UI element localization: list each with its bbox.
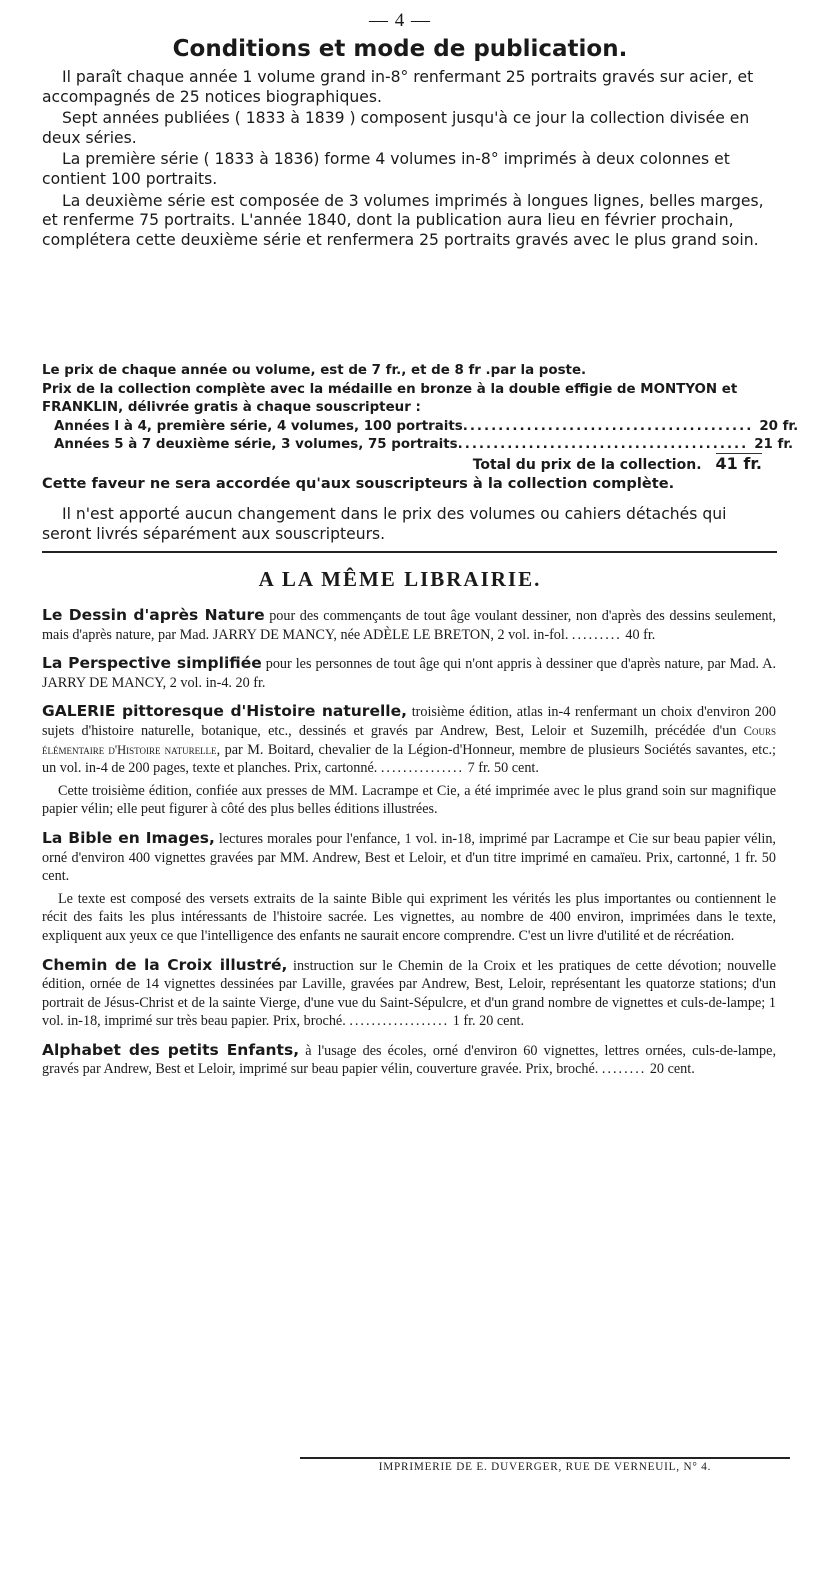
entry-description: pour les personnes de tout âge qui n'ont appris à dessiner que d'après nature, par Mad. A. JARRY DE MANCY, 2 vol. in-4. [42,656,776,691]
entry-description: à l'usage des écoles, orné d'environ 60 vignettes, lettres ornées, culs-de-lampe, gravés par Andrew, Best et Leloir, imprimé sur beau papier vélin, couverture gravée. Prix, broché. [42,1042,776,1078]
catalog-entry-chemin [42,956,776,1031]
entry-title: GALERIE pittoresque d'Histoire naturelle, [42,702,407,721]
pricing-section [42,362,799,493]
total-row [42,455,778,475]
entry-description: troisième édition, atlas in-4 renfermant un choix d'environ 200 sujets d'histoire naturelle, botanique, etc., dessinés et gravés par Andrew, Best, Leloir et Suzemilh, précédée d'un [42,704,776,739]
entry-description: instruction sur le Chemin de la Croix et les pratiques de cette dévotion; nouvelle édition, ornée de 14 vignettes dessinées par Laville, gravées par Andrew, Best, Leloir, représentant les quatorze stations; d'un portrait de Jésus-Christ et de la sainte Vierge, d'une vue du Saint-Sépulcre, et d'un grand nombre de vignettes et culs-de-lampe; 1 vol. in-18, imprimé sur très beau papier. Prix, broché. [42,957,776,1030]
dot-leader: .................. [349,1013,450,1030]
collection-price-intro: Prix de la collection complète avec la médaille en bronze à la double effigie de MONTYON et FRANKLIN, délivrée gratis à chaque souscripteur : [42,381,738,416]
entry-price: 7 fr. 50 cent. [464,760,539,777]
total-label: Total du prix de la collection. [472,456,702,473]
intro-paragraph: La deuxième série est composée de 3 volumes imprimés à longues lignes, belles marges, et renferme 75 portraits. L'année 1840, dont la publication aura lieu en février prochain, complétera cette deuxième série et renfermera 25 portraits gravés avec le plus grand soin. [42,191,764,249]
dot-leader: ......................................... [462,418,754,434]
page-title: Conditions et mode de publication. [172,36,628,62]
entry-title: Le Dessin d'après Nature [42,606,265,624]
entry-note: Cette troisième édition, confiée aux presses de MM. Lacrampe et Cie, a été imprimée avec le plus grand soin sur magnifique papier vélin; elle peut figurer à côté des plus belles éditions illustrées. [42,782,776,818]
price-per-volume: Le prix de chaque année ou volume, est de 7 fr., et de 8 fr .par la poste. [42,363,587,378]
entry-title: La Bible en Images, [42,828,215,847]
entry-description: pour des commençants de tout âge voulant dessiner, non d'après des dessins seulement, mais d'après nature, par Mad. JARRY DE MANCY, née ADÈLE LE BRETON, 2 vol. in-fol. [42,608,776,643]
separate-volumes-note: Il n'est apporté aucun changement dans le prix des volumes ou cahiers détachés qui seront livrés séparément aux souscripteurs. [42,505,727,543]
entry-description: lectures morales pour l'enfance, 1 vol. in-18, imprimé par Lacrampe et Cie sur beau papier vélin, orné d'environ 400 vignettes gravées par MM. Andrew, Best et Leloir, et d'un titre imprimé en camaïeu. Prix, cartonné, 1 fr. 50 cent. [42,830,776,885]
price-row-label: Années 5 à 7 deuxième série, 3 volumes, 75 portraits [54,437,458,453]
entry-price: 20 cent. [646,1061,695,1078]
printer-colophon: IMPRIMERIE DE E. DUVERGER, RUE DE VERNEUIL, N° 4. [300,1457,790,1473]
subscriber-condition: Cette faveur ne sera accordée qu'aux souscripteurs à la collection complète. [42,474,675,492]
catalog-entry-dessin [42,606,776,644]
entry-title: Chemin de la Croix illustré, [42,955,288,974]
intro-paragraph: La première série ( 1833 à 1836) forme 4 volumes in-8° imprimés à deux colonnes et contient 100 portraits. [42,150,730,188]
section-divider [42,551,777,553]
dot-leader: ........ [601,1061,647,1078]
price-row-label: Années I à 4, première série, 4 volumes, 100 portraits [54,418,463,434]
dot-leader: ......................................... [457,437,749,453]
price-row [42,436,794,455]
dot-leader: ............... [380,760,465,777]
page-number: — 4 — [369,10,431,31]
catalog-entry-alphabet [42,1041,776,1079]
entry-smallcaps: Cours élémentaire d'Histoire naturelle [42,723,776,757]
intro-section [42,68,778,252]
catalog-entry-bible [42,829,776,946]
entry-price: 40 fr. [621,626,656,643]
catalog-list [42,606,776,1089]
entry-title: Alphabet des petits Enfants, [42,1040,300,1059]
entry-title: La Perspective simplifiée [42,654,262,673]
entry-price: 1 fr. 20 cent. [449,1013,525,1030]
entry-description: , par M. Boitard, chevalier de la Légion-d'Honneur, membre de plusieurs Sociétés savantes, etc.; un vol. in-4 de 200 pages, texte et planches. Prix, cartonné. [42,741,776,777]
dot-leader: ......... [571,626,622,643]
catalog-entry-perspective [42,654,776,692]
price-row-amount: 21 fr. [754,437,794,453]
intro-paragraph: Il paraît chaque année 1 volume grand in-8° renfermant 25 portraits gravés sur acier, et accompagnés de 25 notices biographiques. [42,68,754,106]
price-row [42,418,799,437]
entry-price: 20 fr. [235,674,266,691]
entry-note: Le texte est composé des versets extraits de la sainte Bible qui expriment les vérités les plus importantes ou contiennent le récit des faits les plus intéressants de l'histoire sacrée. Les vignettes, au nombre de 400 environ, imprimées dans le texte, expliquent aux yeux ce que l'intelligence des enfants ne saurait encore comprendre. C'est un livre d'utilité et de récréation. [42,890,776,944]
library-heading: A LA MÊME LIBRAIRIE. [258,567,542,591]
price-row-amount: 20 fr. [759,418,799,434]
total-amount: 41 fr. [715,453,762,473]
catalog-entry-galerie [42,702,776,819]
intro-paragraph: Sept années publiées ( 1833 à 1839 ) composent jusqu'à ce jour la collection divisée en deux séries. [42,109,750,147]
